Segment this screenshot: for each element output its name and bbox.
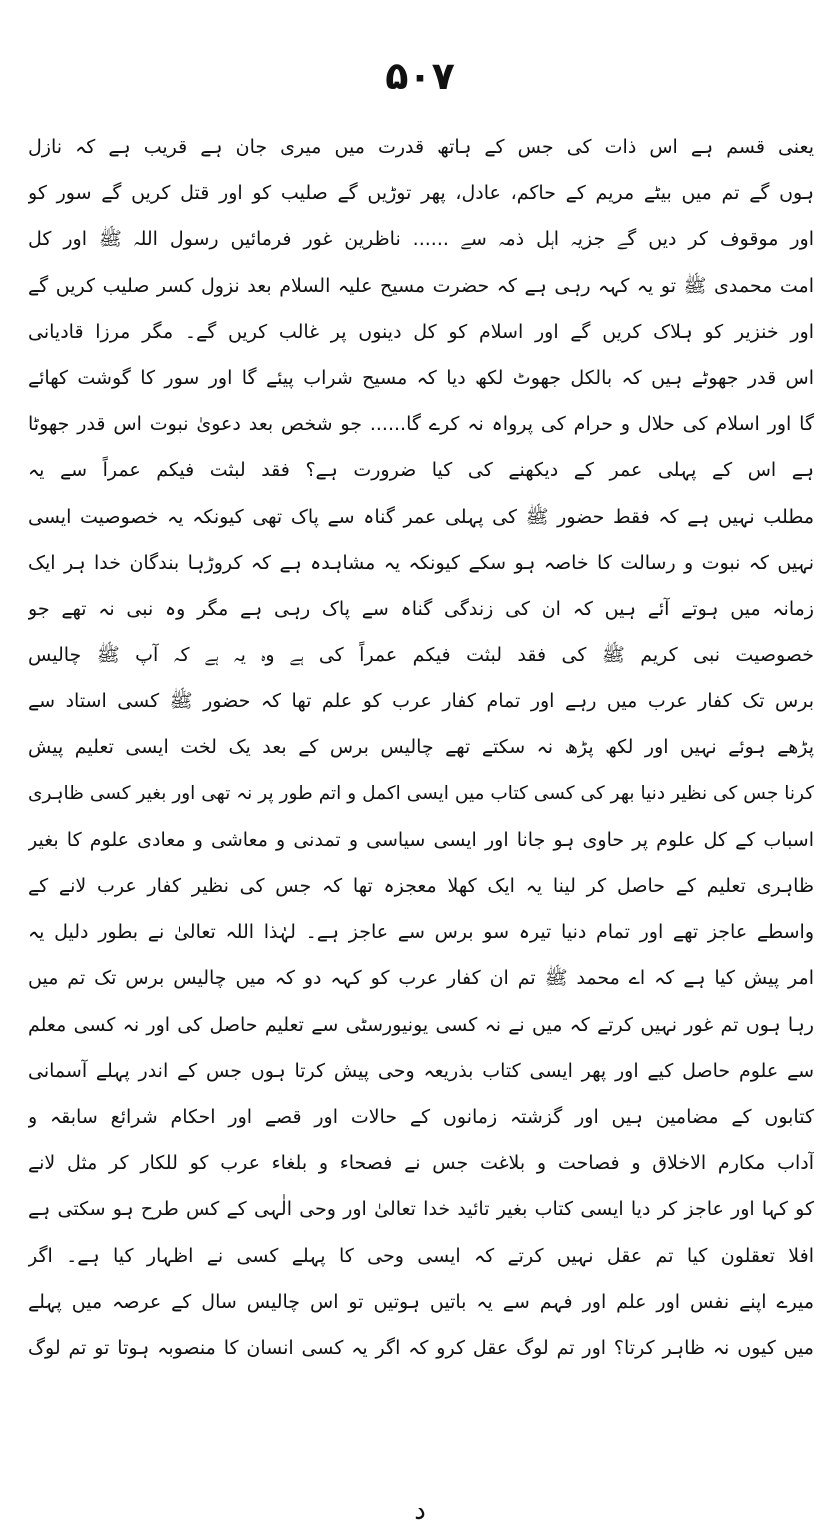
text-line: آداب مکارم الاخلاق و فصاحت و بلاغت جس نے فصحاء و بلغاء عرب کو للکار کر مثل لانے xyxy=(28,1152,814,1175)
text-line: کتابوں کے مضامین ہیں اور گزشتہ زمانوں کے حالات اور قصے اور احکام شرائع سابقہ و xyxy=(28,1105,814,1128)
text-line: پڑھے ہوئے نہیں اور لکھ پڑھ نہ سکتے تھے چالیس برس کے بعد یک لخت ایسی تعلیم پیش xyxy=(28,736,814,759)
text-line: نہیں کہ نبوت و رسالت کا خاصہ ہو سکے کیونکہ یہ مشاہدہ ہے کہ کروڑہا بندگان خدا ہر ایک xyxy=(28,551,814,574)
text-line: اس قدر جھوٹے ہیں کہ بالکل جھوٹ لکھ دیا کہ مسیح شراب پیئے گا اور سور کا گوشت کھائے xyxy=(28,366,814,389)
text-line: زمانہ میں ہوتے آئے ہیں کہ ان کی زندگی گناہ سے پاک رہی ہے مگر وہ نبی نہ تھے جو xyxy=(28,597,814,620)
text-line: کرنا جس کی نظیر دنیا بھر کی کسی کتاب میں ایسی اکمل و اتم طور پر نہ تھی اور بغیر کسی ظاہری xyxy=(28,782,814,804)
text-line: اسباب کے کل علوم پر حاوی ہو جانا اور ایسی سیاسی و تمدنی و معاشی و معادی علوم کا بغیر xyxy=(28,828,814,851)
text-line: سے علوم حاصل کیے اور پھر ایسی کتاب بذریعہ وحی پیش کرتا ہوں جس کے اندر پہلے آسمانی xyxy=(28,1059,814,1082)
text-line: ہے اس کے پہلی عمر کے دیکھنے کی کیا ضرورت ہے؟ فقد لبثت فیکم عمراً سے یہ xyxy=(28,459,814,482)
text-line: خصوصیت نبی کریم ﷺ کی فقد لبثت فیکم عمراً کی ہے وہ یہ ہے کہ آپ ﷺ چالیس xyxy=(28,644,814,667)
text-line: اور موقوف کر دیں گے جزیہ اہل ذمہ سے ...... ناظرین غور فرمائیں رسول اللہ ﷺ اور کل xyxy=(28,228,814,251)
text-line: ہوں گے تم میں بیٹے مریم کے حاکم، عادل، پھر توڑیں گے صلیب کو اور قتل کریں گے سور کو xyxy=(28,182,814,205)
footer-signature-mark: د xyxy=(414,1496,426,1526)
text-line: میں کیوں نہ ظاہر کرتا؟ اور تم لوگ عقل کرو کہ اگر یہ کسی انسان کا منصوبہ ہوتا تو تم لوگ xyxy=(28,1336,814,1359)
text-line: امر پیش کیا ہے کہ اے محمد ﷺ تم ان کفار عرب کو کہہ دو کہ میں چالیس برس تک تم میں xyxy=(28,967,814,990)
text-line: افلا تعقلون کیا تم عقل نہیں کرتے کہ ایسی وحی کا پہلے کسی نے اظہار کیا ہے۔ اگر xyxy=(28,1244,814,1267)
page-number: ۵۰۷ xyxy=(385,54,455,98)
text-line: ظاہری تعلیم کے حاصل کر لینا یہ ایک کھلا معجزہ تھا کہ جس کی نظیر کفار عرب لانے کے xyxy=(28,875,814,897)
text-line: میرے اپنے نفس اور علم اور فہم سے یہ باتیں ہوتیں تو اس چالیس سال کے عرصہ میں پہلے xyxy=(28,1290,814,1313)
body-text xyxy=(28,124,814,1371)
text-line: واسطے عاجز تھے اور تمام دنیا تیرہ سو برس سے عاجز ہے۔ لہٰذا اللہ تعالیٰ نے بطور دلیل یہ xyxy=(28,921,814,944)
text-line: رہا ہوں تم غور نہیں کرتے کہ میں نے نہ کسی یونیورسٹی سے تعلیم حاصل کی اور نہ کسی معلم xyxy=(28,1013,814,1036)
text-line: اور خنزیر کو ہلاک کریں گے اور اسلام کو کل دینوں پر غالب کریں گے۔ مگر مرزا قادیانی xyxy=(28,320,814,343)
text-line: گا اور اسلام کی حلال و حرام کی پرواہ نہ کرے گا...... جو شخص بعد دعویٰ نبوت اس قدر جھوٹا xyxy=(28,413,814,436)
text-line: مطلب نہیں ہے کہ فقط حضور ﷺ کی پہلی عمر گناہ سے پاک تھی کیونکہ یہ خصوصیت ایسی xyxy=(28,505,814,528)
text-line: برس تک کفار عرب میں رہے اور تمام کفار عرب کو علم تھا کہ حضور ﷺ کسی استاد سے xyxy=(28,690,814,713)
text-line: کو کہا اور عاجز کر دیا ایسی کتاب بغیر تائید خدا تعالیٰ اور وحی الٰہی کے کس طرح ہو سکتی ہے xyxy=(28,1198,814,1221)
text-line: یعنی قسم ہے اس ذات کی جس کے ہاتھ قدرت میں میری جان ہے قریب ہے کہ نازل xyxy=(28,136,814,158)
text-line: امت محمدی ﷺ تو یہ کہہ رہی ہے کہ حضرت مسیح علیہ السلام بعد نزول کسر صلیب کریں گے xyxy=(28,274,814,297)
